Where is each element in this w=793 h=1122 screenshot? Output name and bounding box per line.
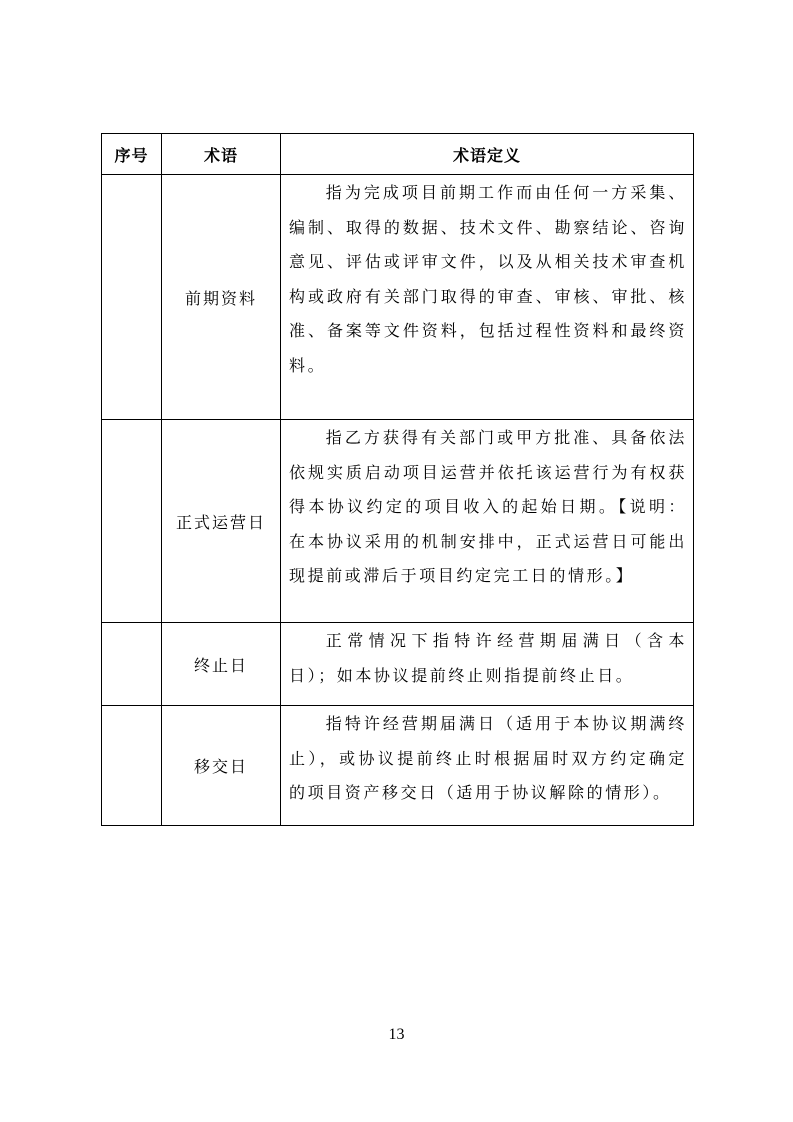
header-term: 术语 (162, 134, 281, 175)
row-no (102, 706, 162, 826)
row-term: 移交日 (162, 706, 281, 826)
table-row (102, 706, 694, 826)
row-term: 前期资料 (162, 175, 281, 420)
page-number: 13 (388, 1026, 405, 1043)
row-definition: 指乙方获得有关部门或甲方批准、具备依法依规实质启动项目运营并依托该运营行为有权获得本协议约定的项目收入的起始日期。【说明：在本协议采用的机制安排中，正式运营日可能出现提前或滞后于项目约定完工日的情形。】 (281, 420, 694, 623)
terms-table (101, 133, 694, 826)
header-no: 序号 (102, 134, 162, 175)
row-definition: 正常情况下指特许经营期届满日（含本日）；如本协议提前终止则指提前终止日。 (281, 623, 694, 706)
row-term: 正式运营日 (162, 420, 281, 623)
table-row (102, 175, 694, 420)
row-no (102, 623, 162, 706)
row-no (102, 420, 162, 623)
row-definition: 指特许经营期届满日（适用于本协议期满终止），或协议提前终止时根据届时双方约定确定的项目资产移交日（适用于协议解除的情形）。 (281, 706, 694, 826)
header-definition: 术语定义 (281, 134, 694, 175)
table-row (102, 623, 694, 706)
row-term: 终止日 (162, 623, 281, 706)
row-no (102, 175, 162, 420)
table-row (102, 420, 694, 623)
table-header-row (102, 134, 694, 175)
row-definition: 指为完成项目前期工作而由任何一方采集、编制、取得的数据、技术文件、勘察结论、咨询意见、评估或评审文件，以及从相关技术审查机构或政府有关部门取得的审查、审核、审批、核准、备案等文件资料，包括过程性资料和最终资料。 (281, 175, 694, 420)
